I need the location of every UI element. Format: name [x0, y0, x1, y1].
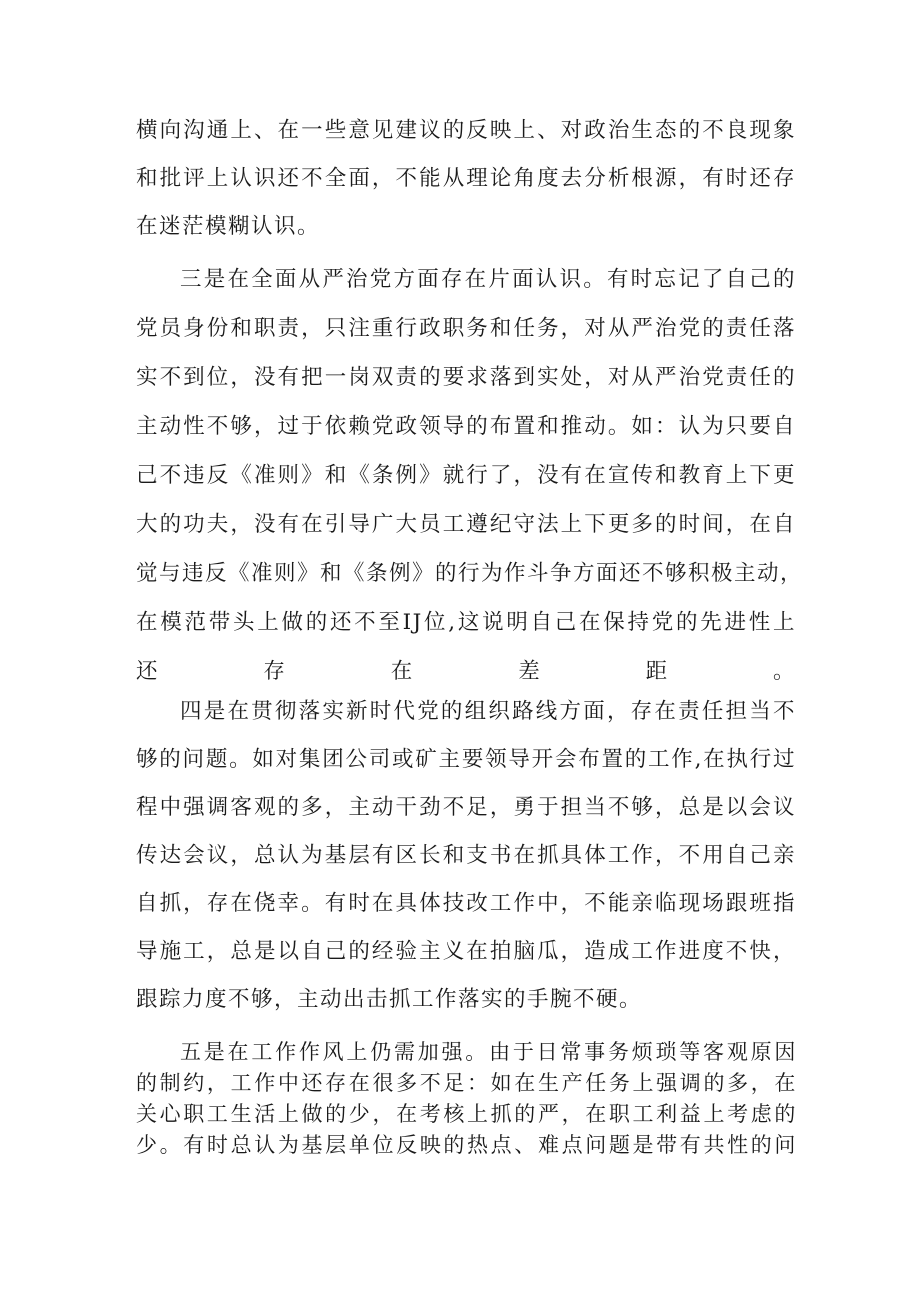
text-line: 觉与违反《准则》和《条例》的行为作斗争方面还不够积极主动，: [136, 561, 804, 586]
text-line: 程中强调客观的多，主动干劲不足，勇于担当不够，总是以会议: [136, 795, 796, 820]
text-line: 在迷茫模糊认识。: [136, 214, 321, 239]
text-line: 跟踪力度不够，主动出击抓工作落实的手腕不硬。: [136, 987, 643, 1012]
text-line: 五是在工作作风上仍需加强。由于日常事务烦琐等客观原因: [180, 1040, 796, 1064]
text-line: 三是在全面从严治党方面存在片面认识。有时忘记了自己的: [180, 267, 796, 292]
text-line: 的制约，工作中还存在很多不足：如在生产任务上强调的多，在: [136, 1071, 796, 1095]
text-line: 横向沟通上、在一些意见建议的反映上、对政治生态的不良现象: [136, 118, 796, 143]
text-line: 自抓，存在侥幸。有时在具体技改工作中，不能亲临现场跟班指: [136, 891, 796, 916]
text-line: 在模范带头上做的还不至IJ位,这说明自己在保持党的先进性上: [136, 610, 796, 635]
text-line: 己不违反《准则》和《条例》就行了，没有在宣传和教育上下更: [136, 463, 796, 488]
text-line: 和批评上认识还不全面，不能从理论角度去分析根源，有时还存: [136, 166, 796, 191]
text-line: 少。有时总认为基层单位反映的热点、难点问题是带有共性的问: [136, 1133, 796, 1157]
text-line: 党员身份和职责，只注重行政职务和任务，对从严治党的责任落: [136, 316, 796, 341]
text-line: 关心职工生活上做的少，在考核上抓的严，在职工利益上考虑的: [136, 1102, 796, 1126]
text-line: 导施工，总是以自己的经验主义在拍脑瓜，造成工作进度不快，: [136, 939, 796, 964]
text-line: 四是在贯彻落实新时代党的组织路线方面，存在责任担当不: [180, 699, 796, 724]
text-line: 主动性不够，过于依赖党政领导的布置和推动。如：认为只要自: [136, 414, 796, 439]
text-line: 大的功夫，没有在引导广大员工遵纪守法上下更多的时间，在自: [136, 512, 796, 537]
text-line: 够的问题。如对集团公司或矿主要领导开会布置的工作,在执行过: [136, 747, 796, 772]
text-line: 实不到位，没有把一岗双责的要求落到实处，对从严治党责任的: [136, 365, 796, 390]
text-line: 传达会议，总认为基层有区长和支书在抓具体工作，不用自己亲: [136, 843, 796, 868]
text-line: 还存在差距。: [136, 659, 796, 684]
